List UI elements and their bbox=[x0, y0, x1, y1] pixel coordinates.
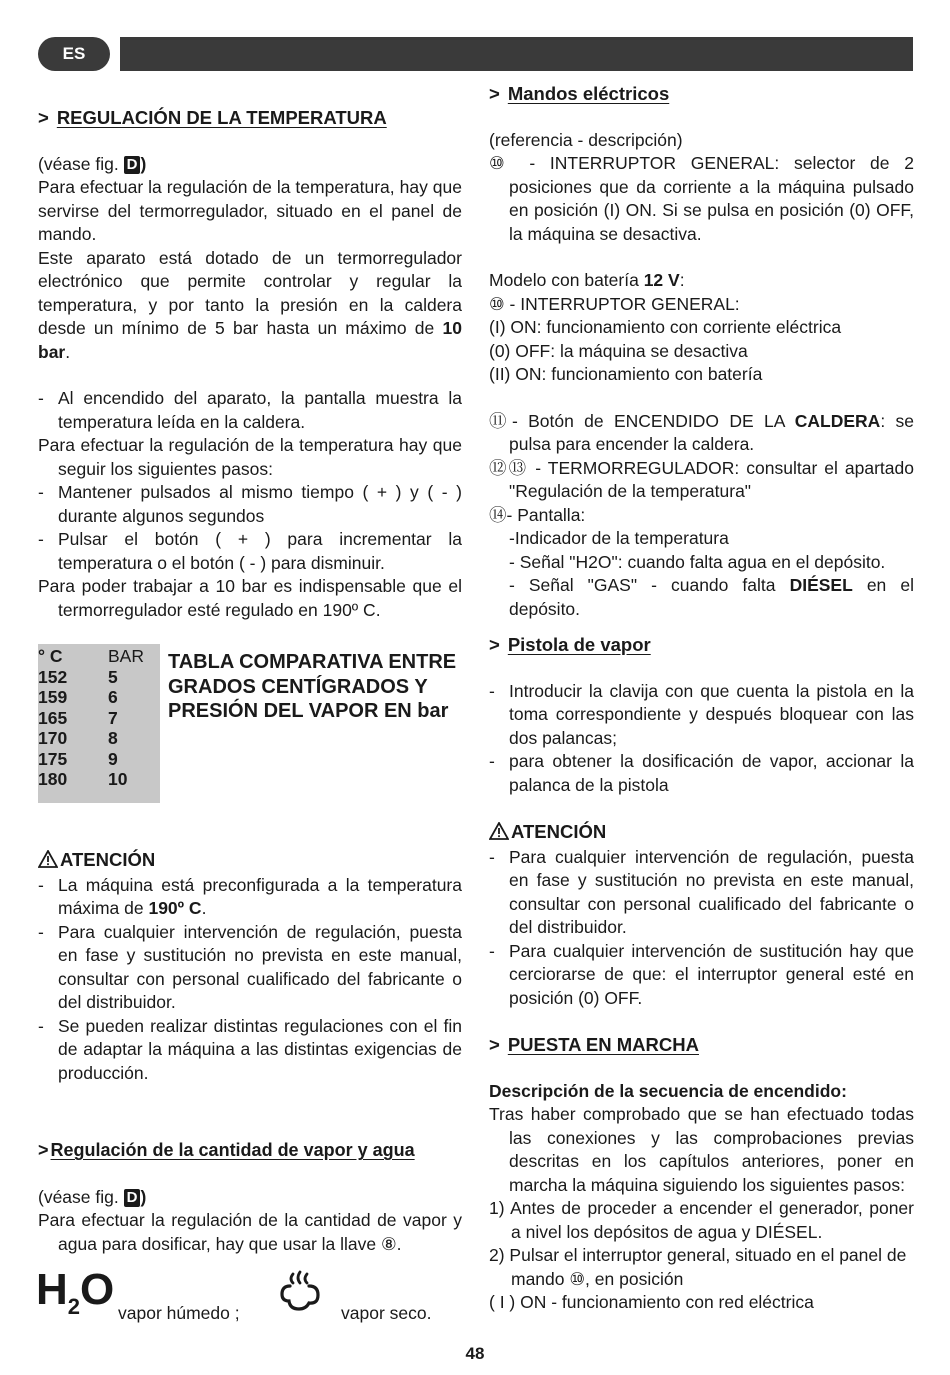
control-item-10: ⑩ - INTERRUPTOR GENERAL: selector de 2 posiciones que da corriente a la máquina pulsado en posición (I) ON. Si se pulsa en posición (0) OFF, la máquina se desactiva. bbox=[489, 153, 914, 244]
control-item-12-13: ⑫⑬ - TERMORREGULADOR: consultar el apartado "Regulación de la temperatura" bbox=[489, 457, 914, 501]
paragraph: Para efectuar la regulación de la temperatura hay que seguir los siguientes pasos: bbox=[38, 435, 462, 479]
table-title: TABLA COMPARATIVA ENTRE GRADOS CENTÍGRADOS Y PRESIÓN DEL VAPOR EN bar bbox=[168, 651, 457, 722]
step-item: 2) Pulsar el interruptor general, situado en el panel de mando ⑩, en posición bbox=[489, 1245, 907, 1289]
figure-letter-badge: D bbox=[124, 1189, 141, 1207]
battery-item: ⑩ - INTERRUPTOR GENERAL: bbox=[489, 293, 740, 314]
list-item: - Para cualquier intervención de sustitución hay que cerciorarse de que: el interruptor general esté en posición (0) OFF. bbox=[489, 940, 914, 1011]
battery-item: (II) ON: funcionamiento con batería bbox=[489, 364, 763, 384]
temperature-pressure-table bbox=[38, 644, 160, 803]
paragraph: Modelo con batería 12 V: bbox=[489, 270, 685, 290]
section-heading-electric-controls: > Mandos eléctricos bbox=[489, 83, 670, 104]
battery-item: (0) OFF: la máquina se desactiva bbox=[489, 340, 748, 361]
list-item: - Para cualquier intervención de regulación, puesta en fase y sustitución no prevista en este manual, consultar con personal cualificado del fabricante o del distribuidor. bbox=[489, 846, 914, 940]
section-heading-steam-gun: > Pistola de vapor bbox=[489, 634, 651, 655]
h2o-wet-steam-symbol: $H_2O$ bbox=[36, 1265, 115, 1319]
list-item: - Pulsar el botón ( + ) para incrementar la temperatura o el botón ( - ) para disminuir. bbox=[38, 528, 462, 575]
list-item: - Para cualquier intervención de regulación, puesta en fase y sustitución no prevista en este manual, consultar con personal cualificado del fabricante o del distribuidor. bbox=[38, 921, 462, 1015]
section-heading-start-up: > PUESTA EN MARCHA bbox=[489, 1034, 699, 1055]
battery-item: (I) ON: funcionamiento con corriente eléctrica bbox=[489, 317, 842, 337]
list-item: - para obtener la dosificación de vapor, accionar la palanca de la pistola bbox=[489, 750, 914, 797]
figure-reference: (véase fig. D ) bbox=[38, 1186, 147, 1207]
list-item: - Al encendido del aparato, la pantalla muestra la temperatura leída en la caldera. bbox=[38, 387, 462, 434]
attention-heading: ATENCIÓN bbox=[38, 848, 462, 874]
table-row: 152 5 bbox=[38, 666, 118, 687]
header-bar bbox=[120, 37, 913, 71]
display-item: -Indicador de la temperatura bbox=[509, 528, 729, 548]
page-number: 48 bbox=[465, 1344, 485, 1363]
control-item-11: ⑪- Botón de ENCENDIDO DE LA CALDERA: se pulsa para encender la caldera. bbox=[489, 410, 914, 454]
paragraph: Para efectuar la regulación de la cantidad de vapor y agua para dosificar, hay que usar la llave ⑧. bbox=[38, 1210, 462, 1254]
subheading: Descripción de la secuencia de encendido: bbox=[489, 1080, 847, 1101]
list-item: - Mantener pulsados al mismo tiempo ( + ) y ( - ) durante algunos segundos bbox=[38, 481, 462, 528]
temperature-pressure-table-block bbox=[38, 644, 462, 804]
display-item: - Señal "H2O": cuando falta agua en el depósito. bbox=[509, 551, 886, 572]
language-badge: ES bbox=[38, 37, 110, 71]
display-item: - Señal "GAS" - cuando falta DIÉSEL en el depósito. bbox=[509, 575, 914, 619]
dry-steam-icon bbox=[276, 1270, 324, 1321]
table-row: 180 10 bbox=[38, 769, 128, 789]
table-header-row: ° C BAR bbox=[38, 646, 144, 666]
wet-steam-label: vapor húmedo ; bbox=[118, 1303, 240, 1323]
left-steam-block bbox=[38, 1139, 462, 1256]
paragraph: Tras haber comprobado que se han efectuado todas las conexiones y las comprobaciones previas descritas en los capítulos anteriores, poner en marcha la máquina siguiendo los siguientes pasos: bbox=[489, 1104, 914, 1195]
list-item: - Se pueden realizar distintas regulaciones con el fin de adaptar la máquina a las distintas exigencias de producción. bbox=[38, 1015, 462, 1086]
table-row: 159 6 bbox=[38, 687, 118, 707]
table-row: 170 8 bbox=[38, 728, 118, 748]
heading-prefix: > bbox=[38, 107, 49, 128]
list-item: - La máquina está preconfigurada a la temperatura máxima de 190º C. bbox=[38, 874, 462, 921]
figure-reference: (véase fig. D ) bbox=[38, 153, 147, 174]
step-item: 1) Antes de proceder a encender el generador, poner a nivel los depósitos de agua y DIÉSEL. bbox=[489, 1198, 914, 1242]
paragraph: (referencia - descripción) bbox=[489, 129, 683, 150]
figure-letter-badge: D bbox=[124, 156, 141, 174]
left-attention-block bbox=[38, 848, 462, 1085]
control-item-14: ⑭- Pantalla: bbox=[489, 504, 586, 525]
paragraph: Para efectuar la regulación de la temperatura, hay que servirse del termorregulador, situado en el panel de mando. bbox=[38, 177, 462, 244]
section-heading-steam-water: > Regulación de la cantidad de vapor y agua bbox=[38, 1140, 415, 1160]
warning-triangle-icon bbox=[489, 822, 509, 846]
right-column bbox=[489, 82, 914, 1315]
table-row: 175 9 bbox=[38, 748, 118, 769]
section-heading-temperature bbox=[38, 106, 462, 130]
paragraph: Para poder trabajar a 10 bar es indispensable que el termorregulador esté regulado en 190º C. bbox=[38, 576, 462, 620]
attention-heading: ATENCIÓN bbox=[489, 820, 914, 846]
step-item: ( I ) ON - funcionamiento con red eléctrica bbox=[489, 1292, 814, 1312]
warning-triangle-icon bbox=[38, 850, 58, 874]
heading-text: REGULACIÓN DE LA TEMPERATURA bbox=[56, 107, 387, 128]
dry-steam-label: vapor seco. bbox=[341, 1303, 432, 1323]
paragraph: Este aparato está dotado de un termorregulador electrónico que permite controlar y regular la temperatura, y por tanto la presión en la caldera desde un mínimo de 5 bar hasta un máximo de 10 bar. bbox=[38, 247, 463, 362]
table-row: 165 7 bbox=[38, 707, 118, 728]
list-item: - Introducir la clavija con que cuenta la pistola en la toma correspondiente y después bloquear con las dos palancas; bbox=[489, 680, 914, 751]
left-column bbox=[38, 106, 462, 622]
